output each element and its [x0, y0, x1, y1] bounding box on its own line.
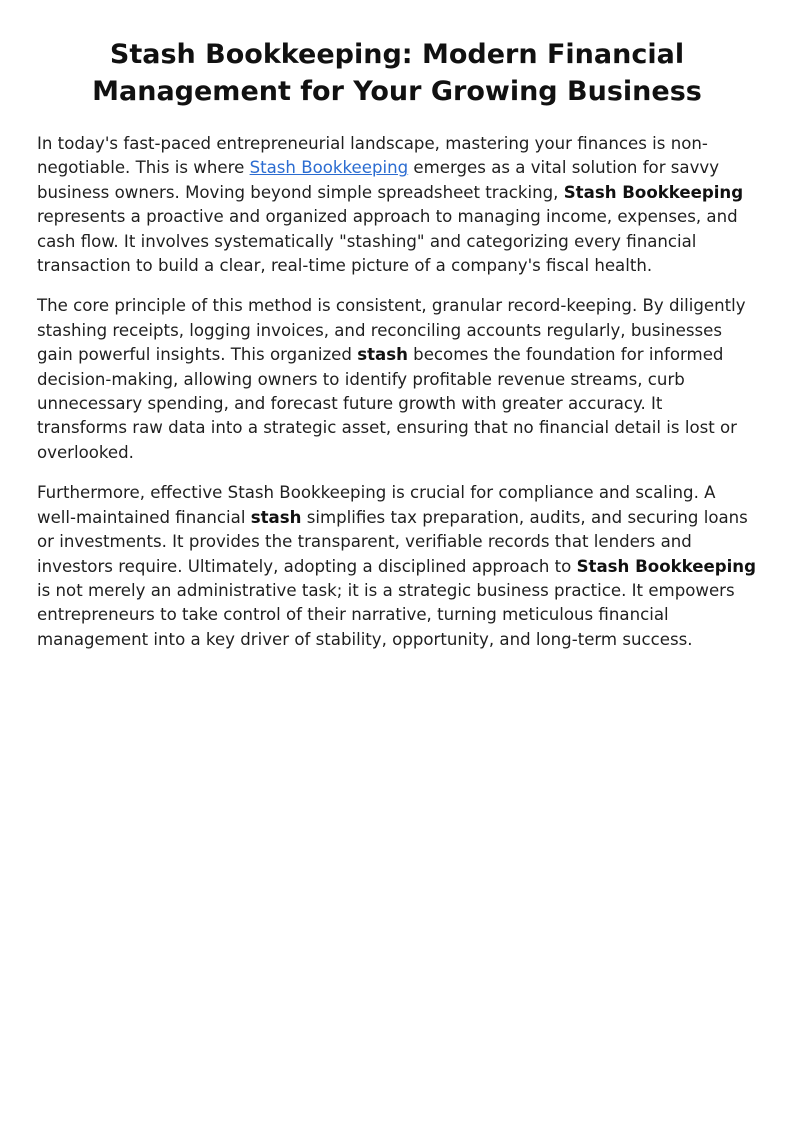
bold-term-stash-2: stash [250, 507, 302, 527]
paragraph-core-principle [37, 294, 757, 465]
paragraph-intro-text-3: represents a proactive and organized approach to managing income, expenses, and cash flow. It involves systematically "stashing" and categorizing every financial transaction to build a clear, real-time picture of a company's fiscal health. [37, 207, 738, 276]
paragraph-compliance-text-1: Furthermore, effective Stash Bookkeeping is crucial for compliance and scaling. A well-maintained financial [37, 483, 716, 527]
paragraph-intro [37, 132, 757, 278]
page-title: Stash Bookkeeping: Modern Financial Management for Your Growing Business [92, 39, 702, 107]
paragraph-core-text-1: The core principle of this method is consistent, granular record-keeping. By diligently stashing receipts, logging invoices, and reconciling accounts regularly, businesses gain powerful insights. This organized [37, 296, 746, 365]
stash-bookkeeping-link[interactable]: Stash Bookkeeping [249, 158, 409, 178]
paragraph-intro-text-2: emerges as a vital solution for savvy business owners. Moving beyond simple spreadsheet tracking, [37, 158, 720, 202]
bold-term-stash: stash [357, 345, 408, 365]
bold-term-stash-bookkeeping-2: Stash Bookkeeping [576, 556, 756, 576]
paragraph-core-text-2: becomes the foundation for informed decision-making, allowing owners to identify profitable revenue streams, curb unnecessary spending, and forecast future growth with greater accuracy. It transforms raw data into a strategic asset, ensuring that no financial detail is lost or overlooked. [37, 345, 737, 462]
paragraph-intro-text-1: In today's fast-paced entrepreneurial landscape, mastering your finances is non-negotiable. This is where [37, 134, 708, 178]
bold-term-stash-bookkeeping: Stash Bookkeeping [563, 182, 744, 202]
paragraph-compliance [37, 481, 757, 652]
paragraph-compliance-text-2: simplifies tax preparation, audits, and securing loans or investments. It provides the transparent, verifiable records that lenders and investors require. Ultimately, adopting a disciplined approach to [37, 507, 748, 576]
paragraph-compliance-text-3: is not merely an administrative task; it is a strategic business practice. It empowers entrepreneurs to take control of their narrative, turning meticulous financial management into a key driver of stability, opportunity, and long-term success. [37, 580, 735, 649]
